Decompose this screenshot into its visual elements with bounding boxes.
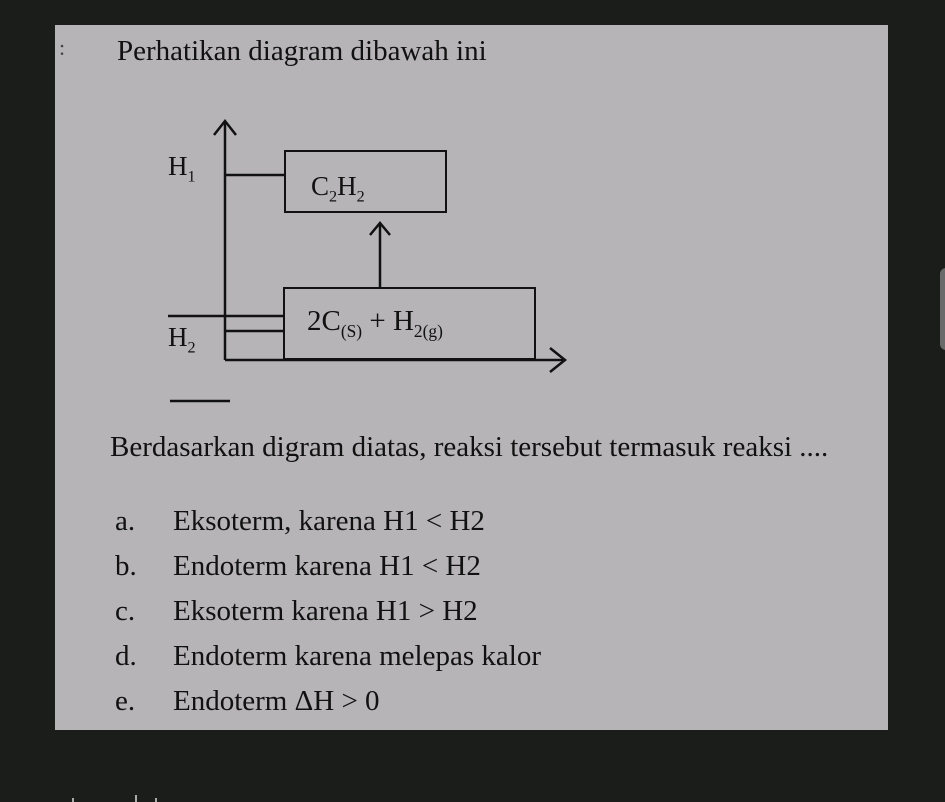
scrollbar[interactable] [940,268,945,350]
option-c: c. Eksoterm karena H1 > H2 [115,595,478,627]
cut-off-text [60,795,170,802]
h1-label: $H_1$ [168,151,196,186]
product-box [285,151,446,212]
question-number: : [59,35,66,60]
option-b: b. Endoterm karena H1 < H2 [115,550,481,582]
option-a: a. Eksoterm, karena H1 < H2 [115,505,485,537]
h2-label: $H_2$ [168,322,196,357]
question-title: Perhatikan diagram dibawah ini [117,35,487,67]
reactant-formula: $2C_{(S)} + H_{2(g)}$ [307,305,443,341]
option-d: d. Endoterm karena melepas kalor [115,640,541,672]
question-prompt: Berdasarkan digram diatas, reaksi tersebut termasuk reaksi .... [110,431,829,463]
option-e: e. Endoterm ΔH > 0 [115,685,380,717]
energy-diagram [55,25,888,425]
question-image [55,25,888,730]
product-formula: $C_2H_2$ [311,171,365,206]
